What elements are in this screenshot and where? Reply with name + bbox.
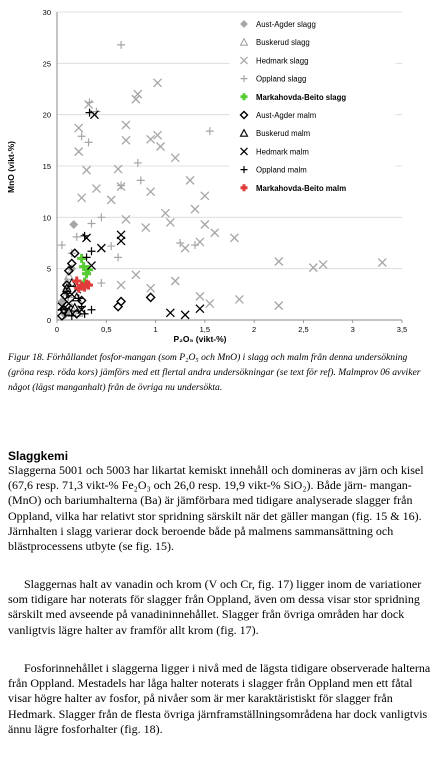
data-point [117,182,125,190]
data-point [117,237,125,245]
data-point [85,100,93,108]
data-point [171,277,179,285]
scatter-chart [0,0,437,345]
legend-box [230,14,395,204]
data-point [86,109,94,117]
data-point [230,234,238,242]
data-point [85,138,93,146]
paragraph-1: Slaggerna 5001 och 5003 har likartat kemiskt innehåll och domineras av järn och kisel (67,6 resp. 71,3 vikt-% Fe₂O₃ och 26,0 resp. 19,9 vikt-% SiO₂). Både järn- mangan- (MnO) och bariumhalterna (Ba) är jämförbara med tidigare analyserade slagger från Oppland, vilka har relativt stor spridning särskilt när det gäller mangan (fig. 15 & 16). Järnhalten i slagg varierar dock beroende både på malmens sammansättning och blästprocessens utbyte (se fig. 15). [8,463,424,554]
data-point [319,261,327,269]
data-point [92,185,100,193]
data-point [201,221,209,229]
x-tick-label: 1 [153,325,158,334]
data-point [114,253,122,261]
data-point [154,79,162,87]
data-point [83,253,91,261]
data-point [117,281,125,289]
data-point [186,176,194,184]
data-point [378,259,386,267]
data-point [157,142,165,150]
data-point [70,221,78,229]
data-point [88,219,96,227]
data-point [77,254,86,263]
data-point [147,188,155,196]
legend-label: Aust-Agder slagg [256,20,316,29]
data-point [147,135,155,143]
data-point [309,264,317,272]
data-point [73,233,81,241]
x-tick-label: 3 [350,325,355,334]
y-tick-label: 30 [42,8,51,17]
data-point [181,244,189,252]
legend-label: Oppland malm [256,165,307,175]
data-point [122,215,130,223]
data-point [97,213,105,221]
data-point [235,295,243,303]
data-point [147,284,155,292]
data-point [117,41,125,49]
legend-label: Aust-Agder malm [256,111,317,120]
legend [230,14,395,204]
data-point [154,131,162,139]
data-point [107,196,115,204]
data-point [142,224,150,232]
x-tick-label: 1,5 [199,325,211,334]
data-point [107,242,115,250]
legend-label: Markahovda-Beito malm [256,183,347,193]
data-point [147,293,155,301]
data-point [114,303,122,311]
data-point [171,154,179,162]
data-point [68,249,76,257]
data-point [137,176,145,184]
data-point [196,292,204,300]
legend-label: Markahovda-Beito slagg [256,92,347,102]
data-point [97,279,105,287]
legend-label: Hedmark slagg [256,56,309,66]
legend-label: Buskerud malm [256,129,311,139]
data-point [166,218,174,226]
x-tick-label: 2,5 [298,325,309,334]
data-point [117,298,125,306]
data-point [88,306,96,314]
data-point [275,257,283,265]
legend-label: Buskerud slagg [256,38,310,48]
section-heading: Slaggkemi [8,449,69,463]
legend-label: Oppland slagg [256,74,307,84]
x-tick-label: 2 [252,325,257,334]
data-point [275,302,283,310]
data-point [97,244,105,252]
y-tick-label: 0 [46,316,51,325]
data-point [132,271,140,279]
data-point [211,229,219,237]
y-tick-label: 10 [42,213,51,223]
data-point [191,205,199,213]
figure-caption: Figur 18. Förhållandet fosfor-mangan (som P₂O₅ och MnO) i slagg och malm från denna undersökning (gröna resp. röda kors) jämförs med ett flertal andra undersökningar (se text för ref). Malmprov 06 avviker något (lägst manganhalt) från de övriga nu undersökta. [8,352,421,393]
y-tick-label: 20 [42,110,51,120]
y-axis-label: MnO (vikt-%) [6,141,16,193]
data-point [122,121,130,129]
data-point [166,309,174,317]
x-tick-label: 0 [54,325,60,334]
data-point [75,148,83,156]
x-tick-label: 3,5 [396,325,408,334]
data-point [86,98,94,106]
data-point [196,305,204,313]
y-tick-label: 15 [42,162,51,171]
data-point [191,241,199,249]
data-point [83,234,91,242]
x-tick-label: 0,5 [101,325,112,334]
paragraph-2: Slaggernas halt av vanadin och krom (V och Cr, fig. 17) ligger inom de variationer som tidigare har noterats för slagger från Oppland, även om dessa visar stor spridning särskilt med avseende på vanadininnehållet. Slagger från övriga områden har dock vanligtvis lägre halter av framför allt krom (fig. 17). [8,577,422,637]
y-tick-label: 5 [46,264,51,274]
data-point [88,247,96,255]
data-point [201,192,209,200]
x-axis-label: P₂O₅ (vikt-%) [173,334,227,344]
data-point [122,136,130,144]
data-point [78,194,86,202]
data-point [58,241,66,249]
data-point [206,127,214,135]
data-point [83,166,91,174]
y-tick-label: 25 [42,59,51,69]
legend-label: Hedmark malm [256,147,309,157]
paragraph-3: Fosforinnehållet i slaggerna ligger i nivå med de lägsta tidigare observerade halterna från Oppland. Mestadels har låga halter noterats i slagger från Oppland men ett fåtal visar högre halter av fosfor, på nivåer som är mer karaktäristiskt för slagger från Hedmark. Slagger från de flesta övriga järnframställningsområdena har dock vanligtvis ännu lägre fosforhalter (fig. 18). [8,661,431,736]
data-point [161,209,169,217]
data-point [78,132,86,140]
data-point [75,124,83,132]
data-point [206,300,214,308]
data-point [181,311,189,319]
